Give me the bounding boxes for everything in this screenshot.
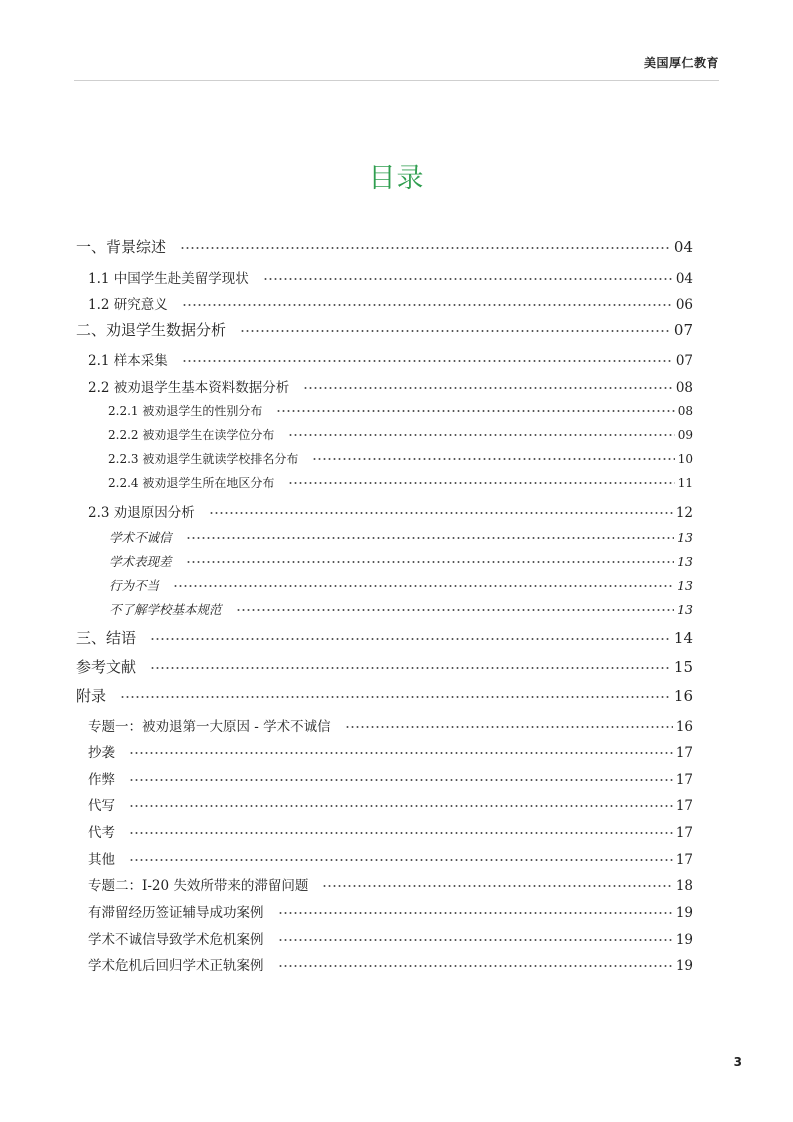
toc-entry-label: 学术表现差 [109,554,172,569]
dot-leader [182,294,673,308]
toc-entry-label: 专题二：I-20 失效所带来的滞留问题 [88,878,309,894]
toc-entry-page: 14 [673,629,693,647]
dot-leader [276,401,674,413]
toc-entry-label: 学术不诚信导致学术危机案例 [88,932,264,948]
toc-entry-page: 16 [675,719,693,735]
dot-leader [240,318,671,333]
toc-entry-label: 行为不当 [109,578,160,593]
toc-entry-page: 19 [675,932,693,948]
dot-leader [150,626,671,641]
toc-entry-label: 1.1 中国学生赴美留学现状 [88,271,249,287]
toc-entry[interactable] [88,794,693,814]
toc-entry[interactable] [108,426,693,443]
toc-entry[interactable] [109,576,693,594]
dot-leader [180,235,671,250]
dot-leader [263,268,673,282]
toc-title: 目录 [368,163,425,194]
toc-entry-page: 12 [675,505,693,521]
header-brand: 美国厚仁教育 [643,56,719,70]
toc-entry-label: 其他 [88,852,115,868]
dot-leader [120,684,671,699]
toc-entry-label: 专题一：被劝退第一大原因 - 学术不诚信 [88,719,331,735]
toc-entry-page: 18 [675,878,693,894]
toc-entry-label: 不了解学校基本规范 [109,602,222,617]
dot-leader [186,528,675,541]
toc-entry[interactable] [88,715,693,735]
dot-leader [129,795,673,809]
toc-entry[interactable] [109,528,693,546]
toc-entry[interactable] [88,267,693,287]
dot-leader [278,929,673,943]
toc-entry[interactable] [88,954,693,974]
dot-leader [345,716,673,730]
dot-leader [173,576,674,589]
toc-entry-page: 07 [675,353,693,369]
toc-entry-page: 07 [673,321,693,339]
toc-entry-page: 17 [675,798,693,814]
toc-entry-page: 10 [677,452,693,466]
toc-entry-page: 17 [675,772,693,788]
dot-leader [236,600,675,613]
toc-entry[interactable] [109,552,693,570]
dot-leader [186,552,675,565]
toc-entry-label: 2.3 劝退原因分析 [88,505,195,521]
toc-entry[interactable] [88,821,693,841]
toc-entry[interactable] [88,293,693,313]
toc-entry-page: 08 [675,380,693,396]
dot-leader [182,350,673,364]
dot-leader [129,742,673,756]
toc-entry-page: 19 [675,958,693,974]
page-number: 3 [733,1055,742,1069]
toc-entry[interactable] [76,685,693,706]
dot-leader [278,902,673,916]
toc-entry[interactable] [88,901,693,921]
dot-leader [209,502,673,516]
toc-entry-label: 2.2.4 被劝退学生所在地区分布 [108,476,275,490]
toc-entry-page: 13 [677,554,693,569]
toc-entry-label: 代写 [88,798,115,814]
dot-leader [129,822,673,836]
toc-entry-page: 13 [677,578,693,593]
dot-leader [129,849,673,863]
toc-entry-page: 17 [675,825,693,841]
toc-entry[interactable] [109,600,693,618]
dot-leader [129,769,673,783]
toc-entry-page: 04 [675,271,693,287]
toc-entry[interactable] [108,450,693,467]
toc-entry-page: 15 [673,658,693,676]
toc-entry-page: 06 [675,297,693,313]
dot-leader [312,449,674,461]
toc-entry-label: 2.2 被劝退学生基本资料数据分析 [88,380,290,396]
toc-entry[interactable] [88,741,693,761]
toc-entry-page: 11 [677,476,693,490]
toc-entry-label: 1.2 研究意义 [88,297,168,313]
toc-entry-label: 作弊 [88,772,115,788]
toc-entry-label: 2.2.1 被劝退学生的性别分布 [108,404,263,418]
toc-entry-label: 三、结语 [76,629,137,647]
toc-entry[interactable] [88,349,693,369]
toc-entry-label: 附录 [76,687,107,705]
toc-entry[interactable] [88,928,693,948]
dot-leader [303,377,673,391]
toc-entry-label: 学术危机后回归学术正轨案例 [88,958,264,974]
toc-entry-label: 2.2.2 被劝退学生在读学位分布 [108,428,275,442]
toc-entry[interactable] [76,236,693,257]
toc-entry-page: 13 [677,530,693,545]
toc-entry-page: 17 [675,745,693,761]
toc-entry-page: 16 [673,687,693,705]
toc-entry-label: 学术不诚信 [109,530,172,545]
header-divider [74,80,719,81]
toc-entry-label: 2.1 样本采集 [88,353,168,369]
toc-entry[interactable] [108,474,693,491]
toc-entry-page: 19 [675,905,693,921]
toc-entry[interactable] [88,768,693,788]
toc-entry-page: 08 [677,404,693,418]
toc-entry[interactable] [108,402,693,419]
dot-leader [322,875,672,889]
toc-entry-label: 代考 [88,825,115,841]
toc-entry[interactable] [88,376,693,396]
toc-entry-page: 17 [675,852,693,868]
toc-entry-label: 参考文献 [76,658,137,676]
toc-entry[interactable] [88,501,693,521]
toc-entry-label: 有滞留经历签证辅导成功案例 [88,905,264,921]
toc-entry[interactable] [76,656,693,677]
toc-entry[interactable] [76,627,693,648]
toc-entry-label: 2.2.3 被劝退学生就读学校排名分布 [108,452,299,466]
dot-leader [288,425,674,437]
toc-entry-page: 04 [673,238,693,256]
dot-leader [150,655,671,670]
toc-entry-page: 09 [677,428,693,442]
dot-leader [288,473,674,485]
toc-entry-label: 抄袭 [88,745,115,761]
dot-leader [278,955,673,969]
toc-entry[interactable] [88,874,693,894]
toc-entry[interactable] [76,319,693,340]
toc-entry[interactable] [88,848,693,868]
toc-entry-label: 一、背景综述 [76,238,167,256]
toc-entry-page: 13 [677,602,693,617]
toc-entry-label: 二、劝退学生数据分析 [76,321,227,339]
